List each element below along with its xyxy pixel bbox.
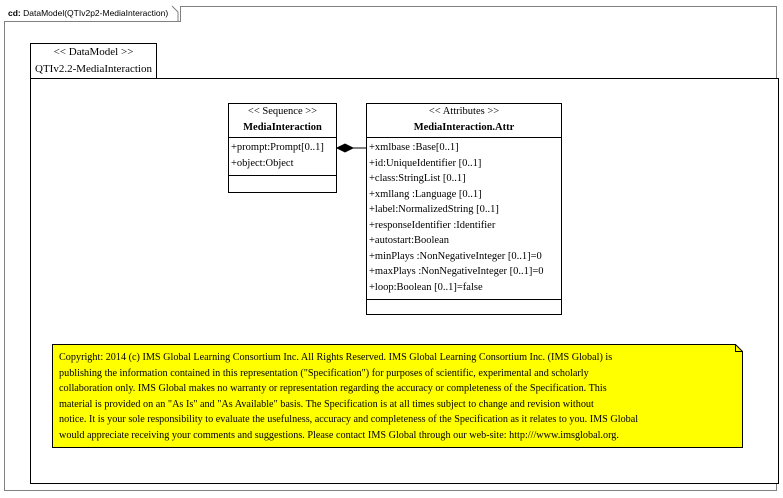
class-name: MediaInteraction.Attr [413,122,515,133]
attribute-response-identifier: +responseIdentifier :Identifier [369,219,496,231]
frame-tab-corner [172,6,178,21]
attribute-prompt: +prompt:Prompt[0..1] [231,142,324,153]
note-line: collaboration only. IMS Global makes no warranty or representation regarding the accuracy or completeness of the Specification. This [59,383,607,394]
copyright-note[interactable] [52,344,743,448]
package-name: QTIv2.2-MediaInteraction [35,63,152,75]
attribute-label: +label:NormalizedString [0..1] [369,204,499,215]
frame-tag: cd: [8,8,21,18]
note-text [59,350,729,443]
class-stereotype: << Sequence >> [247,106,318,117]
note-line: Copyright: 2014 (c) IMS Global Learning Consortium Inc. All Rights Reserved. IMS Global Learning Consortium Inc. (IMS Global) is [59,352,613,363]
composition-diamond [337,144,353,152]
attribute-id: +id:UniqueIdentifier [0..1] [369,157,482,169]
class-name: MediaInteraction [243,122,322,133]
attribute-autostart: +autostart:Boolean [369,235,449,246]
note-line: publishing the information contained in this representation ("Specification") for purposes of scientific, experimental and scholarly [59,367,589,379]
class-stereotype: << Attributes >> [428,106,500,117]
frame-title: DataModel(QTIv2p2-MediaInteraction) [23,8,169,18]
attribute-object: +object:Object [231,157,294,169]
attribute-loop: +loop:Boolean [0..1]=false [369,281,483,293]
note-line: material is provided on an "As Is" and "As Available" basis. The Specification is at all times subject to change and revision without [59,398,594,410]
attribute-xmllang: +xmllang :Language [0..1] [369,188,482,200]
attribute-max-plays: +maxPlays :NonNegativeInteger [0..1]=0 [369,266,544,277]
attribute-xmlbase: +xmlbase :Base[0..1] [369,142,459,153]
attribute-class: +class:StringList [0..1] [369,173,466,184]
package-stereotype: << DataModel >> [53,46,134,58]
note-line: notice. It is your sole responsibility to evaluate the usefulness, accuracy and completeness of the Specification as it relates to you. IMS Global [59,414,639,425]
attribute-min-plays: +minPlays :NonNegativeInteger [0..1]=0 [369,250,542,262]
note-line: would appreciate receiving your comments and suggestions. Please contact IMS Global through our web-site: http:///www.imsglobal.org. [59,429,619,441]
